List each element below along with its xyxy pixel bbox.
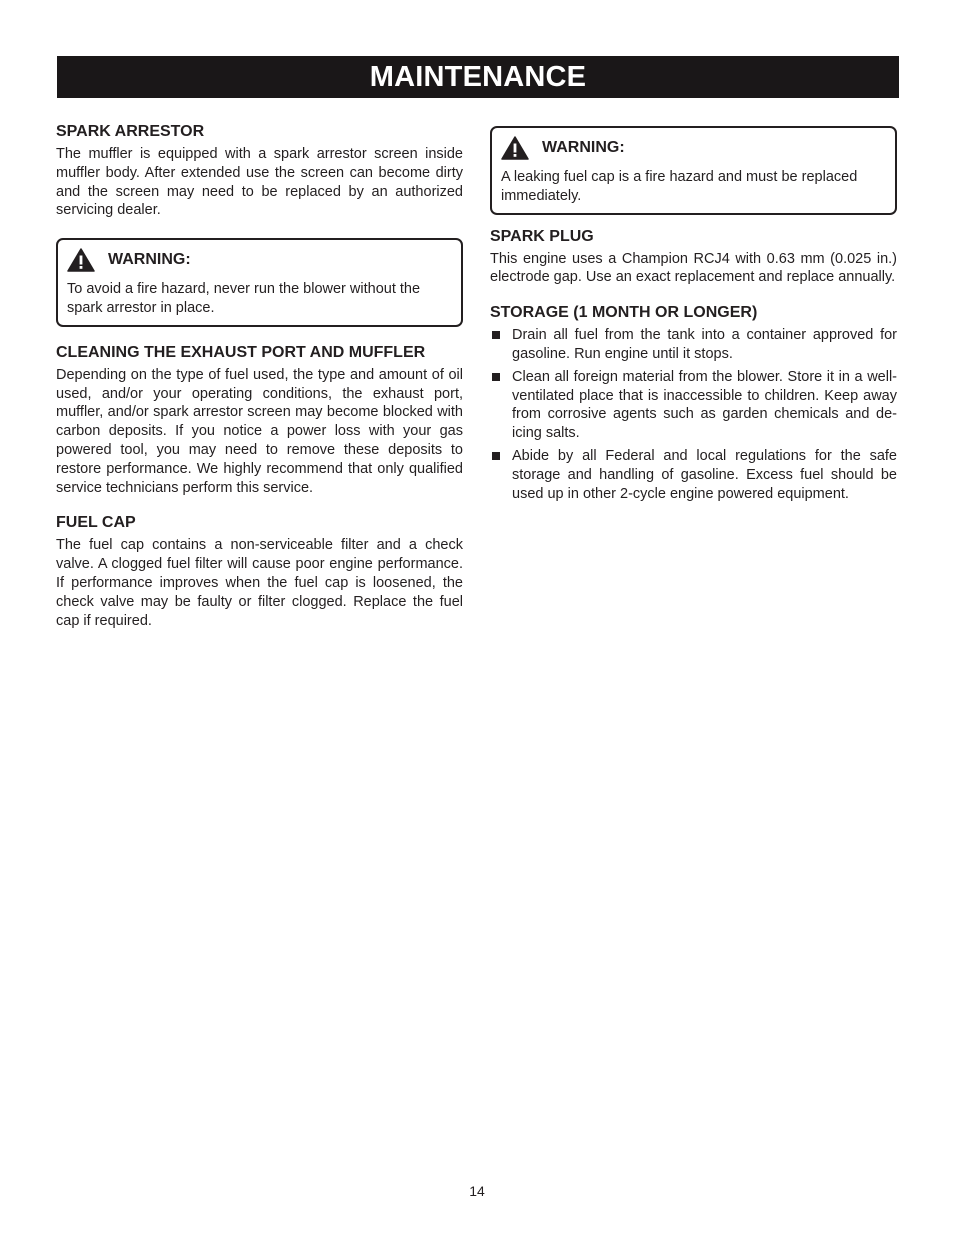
spark-plug-heading: SPARK PLUG <box>490 227 594 245</box>
list-item <box>490 447 897 503</box>
page-number: 14 <box>469 1183 485 1199</box>
fuel-cap-heading: FUEL CAP <box>56 514 136 532</box>
spark-plug-body: This engine uses a Champion RCJ4 with 0.63 mm (0.025 in.) electrode gap. Use an exact replacement and replace annually. <box>490 250 897 286</box>
list-item <box>490 368 897 443</box>
page-title-banner <box>57 56 899 98</box>
fuel-cap-section <box>56 513 463 630</box>
square-bullet-icon <box>492 452 500 460</box>
list-item-text: Abide by all Federal and local regulations for the safe storage and handling of gasoline. Excess fuel should be used up in other 2-cycle engine powered equipment. <box>512 447 897 502</box>
spark-arrestor-warning-box <box>56 238 463 327</box>
warning-label: WARNING: <box>108 251 191 269</box>
warning-label: WARNING: <box>542 139 625 156</box>
cleaning-body: Depending on the type of fuel used, the type and amount of oil used, and/or your operating conditions, the exhaust port, muffler, and/or spark arrestor screen may become blocked with carbon deposits. If you notice a power loss with your gas powered tool, you may need to remove these deposits to restore performance. We highly recommend that only qualified service technicians perform this service. <box>56 366 463 496</box>
fuel-cap-body: The fuel cap contains a non-serviceable filter and a check valve. A clogged fuel filter will cause poor engine performance. If performance improves when the fuel cap is loosened, the check valve may be faulty or filter clogged. Replace the fuel cap if required. <box>56 537 463 629</box>
square-bullet-icon <box>492 331 500 339</box>
spark-plug-section <box>490 227 897 288</box>
spark-arrestor-heading: SPARK ARRESTOR <box>56 123 205 140</box>
square-bullet-icon <box>492 373 500 381</box>
list-item-text: Drain all fuel from the tank into a container approved for gasoline. Run engine until it stops. <box>512 327 897 362</box>
fuel-cap-warning-box <box>490 126 897 215</box>
warning-triangle-icon <box>501 136 529 160</box>
cleaning-heading: CLEANING THE EXHAUST PORT AND MUFFLER <box>56 343 426 361</box>
storage-heading: STORAGE (1 MONTH OR LONGER) <box>490 304 758 322</box>
spark-arrestor-body: The muffler is equipped with a spark arrestor screen inside muffler body. After extended use the screen can become dirty and the screen may need to be replaced by an authorized servicing dealer. <box>56 146 463 219</box>
spark-arrestor-section <box>56 122 463 220</box>
list-item <box>490 326 897 364</box>
list-item-text: Clean all foreign material from the blower. Store it in a well-ventilated place that is inaccessible to children. Keep away from corrosive agents such as garden chemicals and de-icing salts. <box>512 368 897 442</box>
storage-list <box>490 326 897 503</box>
cleaning-section <box>56 343 463 498</box>
warning-text: To avoid a fire hazard, never run the blower without the spark arrestor in place. <box>67 281 421 316</box>
warning-triangle-icon <box>67 248 95 272</box>
page-title: MAINTENANCE <box>369 61 587 93</box>
left-column <box>56 122 463 644</box>
warning-text: A leaking fuel cap is a fire hazard and must be replaced immediately. <box>501 169 858 204</box>
storage-section <box>490 303 897 503</box>
right-column <box>490 126 897 517</box>
